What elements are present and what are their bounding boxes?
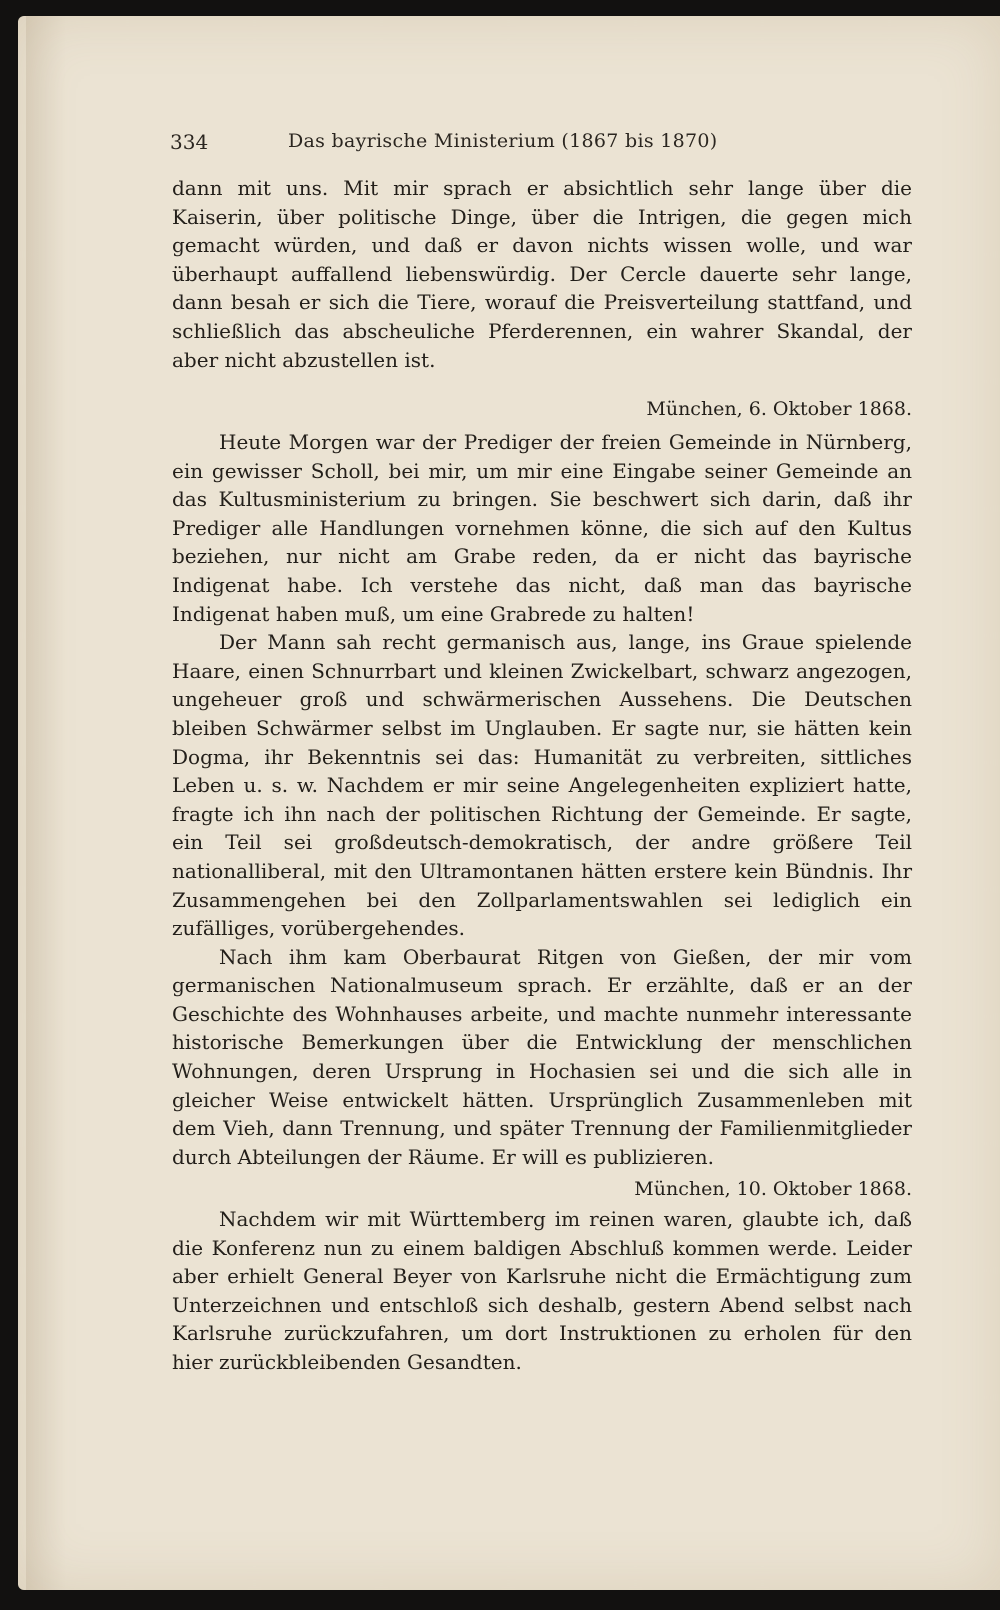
paragraph: Nach ihm kam Oberbaurat Ritgen von Gießen, der mir vom germanischen Nationalmuseum sprach. Er erzählte, daß er an der Geschichte des Wohnhauses arbeite, und machte nunmehr interessante historische Bemerkungen über die Entwicklung der menschlichen Wohnungen, deren Ursprung in Hochasien sei und die sich alle in gleicher Weise entwickelt hätten. Ursprünglich Zusammenleben mit dem Vieh, dann Trennung, und später Trennung der Familienmitglieder durch Abteilungen der Räume. Er will es publizieren. <box>172 944 912 1169</box>
opening-paragraph-block <box>172 174 912 374</box>
paragraph: dann mit uns. Mit mir sprach er absichtlich sehr lange über die Kaiserin, über politische Dinge, über die Intrigen, die gegen mich gemacht würden, und daß er davon nichts wissen wolle, und war überhaupt auffallend liebenswürdig. Der Cercle dauerte sehr lange, dann besah er sich die Tiere, worauf die Preisverteilung stattfand, und schließlich das abscheuliche Pferderennen, ein wahrer Skandal, der aber nicht abzustellen ist. <box>172 176 912 372</box>
entry-10-october <box>172 1205 912 1377</box>
dateline-10-october: München, 10. Oktober 1868. <box>634 1178 912 1200</box>
paragraph: Nachdem wir mit Württemberg im reinen waren, glaubte ich, daß die Konferenz nun zu einem baldigen Abschluß kommen werde. Leider aber erhielt General Beyer von Karlsruhe nicht die Ermächtigung zum Unterzeichnen und entschloß sich deshalb, gestern Abend selbst nach Karlsruhe zurückzufahren, um dort Instruktionen zu erholen für den hier zurückbleibenden Gesandten. <box>172 1207 912 1374</box>
paragraph: Heute Morgen war der Prediger der freien Gemeinde in Nürnberg, ein gewisser Scholl, bei mir, um mir eine Eingabe seiner Gemeinde an das Kultusministerium zu bringen. Sie beschwert sich darin, daß ihr Prediger alle Handlungen vornehmen könne, die sich auf den Kultus beziehen, nur nicht am Grabe reden, da er nicht das bayrische Indigenat habe. Ich verstehe das nicht, daß man das bayrische Indigenat haben muß, um eine Grabrede zu halten! <box>172 430 912 626</box>
dateline-6-october: München, 6. Oktober 1868. <box>646 398 912 420</box>
page-number: 334 <box>170 130 209 154</box>
entry-6-october <box>172 428 912 1171</box>
running-title: Das bayrische Ministerium (1867 bis 1870) <box>288 130 718 152</box>
page-header <box>170 126 782 158</box>
paragraph: Der Mann sah recht germanisch aus, lange, ins Graue spielende Haare, einen Schnurrbart und kleinen Zwickelbart, schwarz angezogen, ungeheuer groß und schwärmerischen Aussehens. Die Deutschen bleiben Schwärmer selbst im Unglauben. Er sagte nur, sie hätten kein Dogma, ihr Bekenntnis sei das: Humanität zu verbreiten, sittliches Leben u. s. w. Nachdem er mir seine Angelegenheiten expliziert hatte, fragte ich ihn nach der politischen Richtung der Gemeinde. Er sagte, ein Teil sei großdeutsch-demokratisch, der andre größere Teil nationalliberal, mit den Ultramontanen hätten erstere kein Bündnis. Ihr Zusammengehen bei den Zollparlamentswahlen sei lediglich ein zufälliges, vorübergehendes. <box>172 630 912 941</box>
